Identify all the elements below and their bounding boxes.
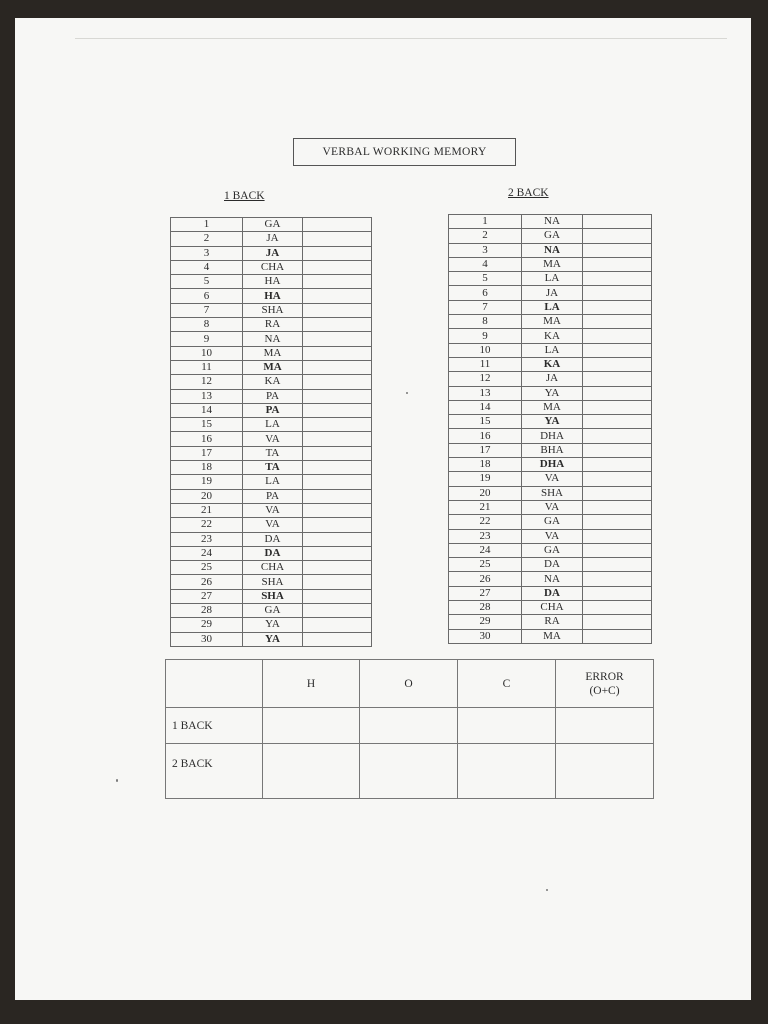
response-cell[interactable] [583,529,652,543]
response-cell[interactable] [303,546,372,560]
table-row [449,329,652,343]
item-number: 9 [449,329,522,343]
table-row [171,303,372,317]
syllable: SHA [522,486,583,500]
item-number: 24 [171,546,243,560]
score-cell-c[interactable] [458,744,556,799]
table-row [171,532,372,546]
table-row [171,561,372,575]
response-cell[interactable] [583,300,652,314]
item-number: 1 [449,215,522,229]
table-row [449,558,652,572]
item-number: 19 [171,475,243,489]
score-header-blank [166,660,263,708]
response-cell[interactable] [303,218,372,232]
syllable: HA [243,275,303,289]
item-number: 5 [171,275,243,289]
table-row [449,572,652,586]
response-cell[interactable] [303,403,372,417]
two-back-heading: 2 BACK [508,187,549,199]
syllable: NA [522,243,583,257]
syllable: HA [243,289,303,303]
response-cell[interactable] [303,275,372,289]
table-row [171,432,372,446]
table-row [171,589,372,603]
item-number: 2 [449,229,522,243]
syllable: DA [243,546,303,560]
paper-speck [116,779,118,782]
score-header-o: O [360,660,458,708]
item-number: 2 [171,232,243,246]
syllable: YA [243,618,303,632]
score-cell-h[interactable] [263,708,360,744]
table-row [171,618,372,632]
response-cell[interactable] [303,332,372,346]
response-cell[interactable] [303,503,372,517]
response-cell[interactable] [583,615,652,629]
response-cell[interactable] [303,432,372,446]
syllable: MA [243,360,303,374]
response-cell[interactable] [583,357,652,371]
table-row [449,458,652,472]
response-cell[interactable] [583,543,652,557]
syllable: VA [522,500,583,514]
item-number: 18 [171,461,243,475]
response-cell[interactable] [303,360,372,374]
response-cell[interactable] [583,243,652,257]
table-row [449,472,652,486]
table-row [171,318,372,332]
table-row [449,357,652,371]
item-number: 8 [171,318,243,332]
table-row [171,275,372,289]
item-number: 28 [171,604,243,618]
table-row [449,386,652,400]
response-cell[interactable] [583,329,652,343]
item-number: 12 [171,375,243,389]
syllable: BHA [522,443,583,457]
response-cell[interactable] [583,500,652,514]
table-row [449,529,652,543]
page-title-text: VERBAL WORKING MEMORY [322,146,487,158]
syllable: JA [522,286,583,300]
syllable: MA [243,346,303,360]
score-table [165,659,654,799]
table-row [449,215,652,229]
item-number: 13 [171,389,243,403]
syllable: GA [522,543,583,557]
response-cell[interactable] [583,629,652,643]
table-row [449,372,652,386]
item-number: 7 [449,300,522,314]
response-cell[interactable] [303,561,372,575]
response-cell[interactable] [303,475,372,489]
two-back-rows [449,215,652,644]
item-number: 6 [449,286,522,300]
item-number: 12 [449,372,522,386]
item-number: 4 [449,257,522,271]
response-cell[interactable] [303,260,372,274]
table-row [449,315,652,329]
item-number: 3 [449,243,522,257]
item-number: 16 [449,429,522,443]
response-cell[interactable] [583,486,652,500]
response-cell[interactable] [303,289,372,303]
syllable: VA [522,529,583,543]
table-row [171,232,372,246]
response-cell[interactable] [303,232,372,246]
item-number: 1 [171,218,243,232]
response-cell[interactable] [303,589,372,603]
item-number: 23 [449,529,522,543]
syllable: JA [522,372,583,386]
table-row [449,586,652,600]
table-row [449,257,652,271]
score-row-2-back [166,744,654,799]
syllable: MA [522,257,583,271]
response-cell[interactable] [303,346,372,360]
score-cell-o[interactable] [360,744,458,799]
response-cell[interactable] [303,532,372,546]
table-row [449,272,652,286]
item-number: 25 [449,558,522,572]
item-number: 8 [449,315,522,329]
table-row [171,518,372,532]
syllable: GA [243,604,303,618]
item-number: 14 [449,400,522,414]
table-row [171,503,372,517]
top-rule [75,38,727,39]
response-cell[interactable] [583,286,652,300]
syllable: DA [522,586,583,600]
item-number: 30 [449,629,522,643]
item-number: 16 [171,432,243,446]
table-row [449,229,652,243]
page-title [293,138,516,166]
response-cell[interactable] [583,472,652,486]
syllable: YA [522,386,583,400]
item-number: 15 [449,415,522,429]
response-cell[interactable] [583,415,652,429]
syllable: PA [243,389,303,403]
item-number: 22 [449,515,522,529]
item-number: 5 [449,272,522,286]
item-number: 13 [449,386,522,400]
table-row [449,243,652,257]
item-number: 19 [449,472,522,486]
response-cell[interactable] [583,601,652,615]
syllable: LA [243,475,303,489]
syllable: GA [522,229,583,243]
item-number: 27 [171,589,243,603]
response-cell[interactable] [303,575,372,589]
syllable: VA [522,472,583,486]
score-cell-error[interactable] [556,744,654,799]
score-header-row [166,660,654,708]
table-row [449,429,652,443]
response-cell[interactable] [303,375,372,389]
syllable: LA [522,343,583,357]
item-number: 10 [449,343,522,357]
response-cell[interactable] [583,515,652,529]
table-row [449,515,652,529]
item-number: 3 [171,246,243,260]
item-number: 26 [449,572,522,586]
syllable: VA [243,503,303,517]
response-cell[interactable] [303,618,372,632]
syllable: DA [243,532,303,546]
response-cell[interactable] [583,429,652,443]
syllable: SHA [243,303,303,317]
syllable: LA [522,272,583,286]
table-row [449,343,652,357]
response-cell[interactable] [303,489,372,503]
item-number: 20 [171,489,243,503]
paper-speck [406,392,408,394]
table-row [171,418,372,432]
item-number: 6 [171,289,243,303]
syllable: LA [243,418,303,432]
response-cell[interactable] [303,518,372,532]
syllable: SHA [243,589,303,603]
syllable: DHA [522,458,583,472]
syllable: GA [522,515,583,529]
response-cell[interactable] [583,400,652,414]
item-number: 20 [449,486,522,500]
item-number: 11 [449,357,522,371]
item-number: 22 [171,518,243,532]
score-cell-h[interactable] [263,744,360,799]
table-row [449,400,652,414]
table-row [171,389,372,403]
response-cell[interactable] [583,558,652,572]
syllable: DHA [522,429,583,443]
table-row [449,286,652,300]
syllable: NA [243,332,303,346]
syllable: PA [243,489,303,503]
syllable: GA [243,218,303,232]
item-number: 24 [449,543,522,557]
item-number: 23 [171,532,243,546]
item-number: 7 [171,303,243,317]
item-number: 29 [449,615,522,629]
score-header-h: H [263,660,360,708]
syllable: DA [522,558,583,572]
response-cell[interactable] [583,572,652,586]
response-cell[interactable] [583,257,652,271]
syllable: CHA [243,260,303,274]
item-number: 21 [171,503,243,517]
table-row [171,489,372,503]
syllable: VA [243,432,303,446]
syllable: YA [522,415,583,429]
response-cell[interactable] [583,272,652,286]
response-cell[interactable] [583,343,652,357]
table-row [449,500,652,514]
item-number: 30 [171,632,243,646]
score-row-label: 1 BACK [166,708,263,744]
item-number: 14 [171,403,243,417]
response-cell[interactable] [583,372,652,386]
response-cell[interactable] [583,386,652,400]
table-row [171,575,372,589]
table-row [171,546,372,560]
table-row [171,475,372,489]
table-row [171,446,372,460]
syllable: TA [243,446,303,460]
one-back-rows [171,218,372,647]
syllable: YA [243,632,303,646]
one-back-heading: 1 BACK [224,190,265,202]
table-row [449,486,652,500]
syllable: RA [522,615,583,629]
table-row [171,360,372,374]
item-number: 18 [449,458,522,472]
table-row [171,604,372,618]
score-row-1-back [166,708,654,744]
response-cell[interactable] [303,604,372,618]
table-row [171,332,372,346]
table-row [449,300,652,314]
syllable: JA [243,232,303,246]
paper-speck [546,889,548,891]
response-cell[interactable] [303,632,372,646]
syllable: VA [243,518,303,532]
syllable: MA [522,400,583,414]
item-number: 15 [171,418,243,432]
table-row [449,601,652,615]
item-number: 9 [171,332,243,346]
syllable: RA [243,318,303,332]
score-cell-c[interactable] [458,708,556,744]
syllable: LA [522,300,583,314]
table-row [171,260,372,274]
response-cell[interactable] [303,303,372,317]
table-row [171,632,372,646]
syllable: KA [243,375,303,389]
syllable: KA [522,357,583,371]
response-cell[interactable] [303,418,372,432]
syllable: MA [522,315,583,329]
response-cell[interactable] [583,229,652,243]
item-number: 25 [171,561,243,575]
two-back-table [448,214,652,644]
syllable: CHA [522,601,583,615]
response-cell[interactable] [583,215,652,229]
table-row [171,289,372,303]
response-cell[interactable] [303,318,372,332]
response-cell[interactable] [583,443,652,457]
table-row [449,615,652,629]
syllable: CHA [243,561,303,575]
response-cell[interactable] [303,446,372,460]
syllable: SHA [243,575,303,589]
score-header-error: ERROR (O+C) [556,660,654,708]
item-number: 11 [171,360,243,374]
syllable: NA [522,572,583,586]
item-number: 29 [171,618,243,632]
response-cell[interactable] [303,246,372,260]
response-cell[interactable] [583,315,652,329]
syllable: NA [522,215,583,229]
score-row-label: 2 BACK [166,744,263,799]
table-row [449,415,652,429]
one-back-table [170,217,372,647]
table-row [171,346,372,360]
item-number: 26 [171,575,243,589]
item-number: 21 [449,500,522,514]
item-number: 17 [449,443,522,457]
table-row [171,461,372,475]
syllable: MA [522,629,583,643]
table-row [449,543,652,557]
item-number: 27 [449,586,522,600]
response-cell[interactable] [303,461,372,475]
table-row [171,403,372,417]
table-row [449,629,652,643]
syllable: PA [243,403,303,417]
item-number: 17 [171,446,243,460]
table-row [171,218,372,232]
response-cell[interactable] [303,389,372,403]
syllable: KA [522,329,583,343]
table-row [171,246,372,260]
item-number: 28 [449,601,522,615]
table-row [171,375,372,389]
score-header-c: C [458,660,556,708]
score-cell-o[interactable] [360,708,458,744]
response-cell[interactable] [583,586,652,600]
item-number: 4 [171,260,243,274]
table-row [449,443,652,457]
score-cell-error[interactable] [556,708,654,744]
item-number: 10 [171,346,243,360]
response-cell[interactable] [583,458,652,472]
syllable: TA [243,461,303,475]
syllable: JA [243,246,303,260]
